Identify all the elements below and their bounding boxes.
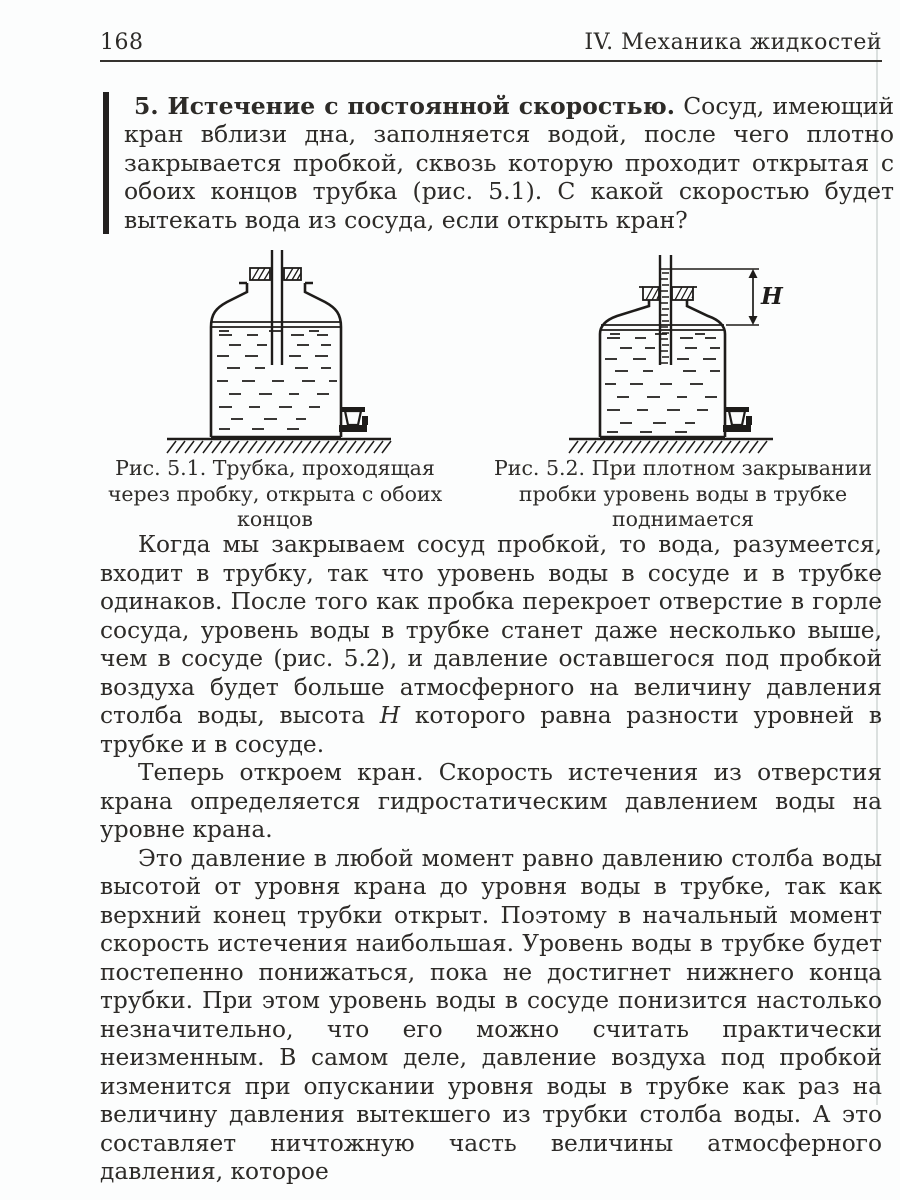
body-text <box>100 531 882 1187</box>
cork-hatch <box>646 287 693 300</box>
figure-5-1 <box>149 247 449 462</box>
figure-5-2-caption: Рис. 5.2. При плотном закрывании пробки уровень воды в трубке поднимается <box>493 456 873 531</box>
variable-H: H <box>379 702 401 729</box>
height-arrow-head-down <box>749 316 758 325</box>
water-dashes <box>217 335 337 429</box>
paragraph-1-text: Когда мы закрываем сосуд пробкой, то вода, разумеется, входит в трубку, так что уровень воды в сосуде и в трубке одинаков. После того как пробка перекроет отверстие в горле сосуда, уровень воды в трубке станет даже несколько выше, чем в сосуде (рис. 5.2), и давление оставшегося под пробкой воздуха будет больше атмосферного на величину давления столба воды, высота <box>100 531 882 729</box>
problem-statement <box>103 92 894 234</box>
figure-5-2 <box>555 247 877 462</box>
water-level <box>212 322 340 331</box>
problem-text: Сосуд, имеющий кран вблизи дна, заполняется водой, после чего плотно закрывается пробкой, сквозь которую проходит открытая с обоих концов трубка (рис. 5.1). С какой скоростью будет вытекать вода из сосуда, если открыть кран? <box>124 92 894 234</box>
problem-title: 5. Истечение с постоянной скоростью. <box>134 92 675 120</box>
cork-left <box>643 287 659 300</box>
height-label: H <box>761 283 783 310</box>
tube <box>660 255 671 365</box>
figure-5-1-caption: Рис. 5.1. Трубка, проходящая через пробку, открыта с обоих концов <box>107 456 443 531</box>
tube-water-ticks <box>661 269 670 363</box>
height-ref-lines <box>672 269 759 325</box>
vessel-outline <box>211 283 341 437</box>
paragraph-1-end: которого равна разности уровней в трубке и в сосуде. <box>100 702 882 758</box>
ground-hatch <box>167 441 391 453</box>
problem-paragraph <box>124 92 894 234</box>
page-header <box>100 30 882 62</box>
water-dashes <box>605 338 720 432</box>
cork-hatch <box>252 268 301 280</box>
vessel-diagram-raised-level <box>555 247 877 462</box>
tap-valve-icon <box>339 407 368 432</box>
paragraph-2: Теперь откроем кран. Скорость истечения из отверстия крана определяется гидростатическим давлением воды на уровне крана. <box>100 759 882 843</box>
paragraph-1 <box>100 531 882 759</box>
vessel-diagram-open-tube <box>149 247 449 462</box>
page-number: 168 <box>100 30 144 55</box>
ground-hatch <box>569 441 767 453</box>
chapter-title: IV. Механика жидкостей <box>584 30 882 55</box>
paragraph-3: Это давление в любой момент равно давлению столба воды высотой от уровня крана до уровня воды в трубке, так как верхний конец трубки открыт. Поэтому в начальный момент скорость истечения наибольшая. Уровень воды в трубке будет постепенно понижаться, пока не достигнет нижнего конца трубки. При этом уровень воды в сосуде понизится настолько незначительно, что его можно считать практически неизменным. В самом деле, давление воздуха под пробкой изменится при опускании уровня воды в трубке как раз на величину давления вытекшего из трубки столба воды. А это составляет ничтожную часть величины атмосферного давления, которое <box>100 844 882 1185</box>
height-arrow-head-up <box>749 269 758 278</box>
tube <box>272 250 282 365</box>
tap-valve-icon <box>723 407 752 432</box>
